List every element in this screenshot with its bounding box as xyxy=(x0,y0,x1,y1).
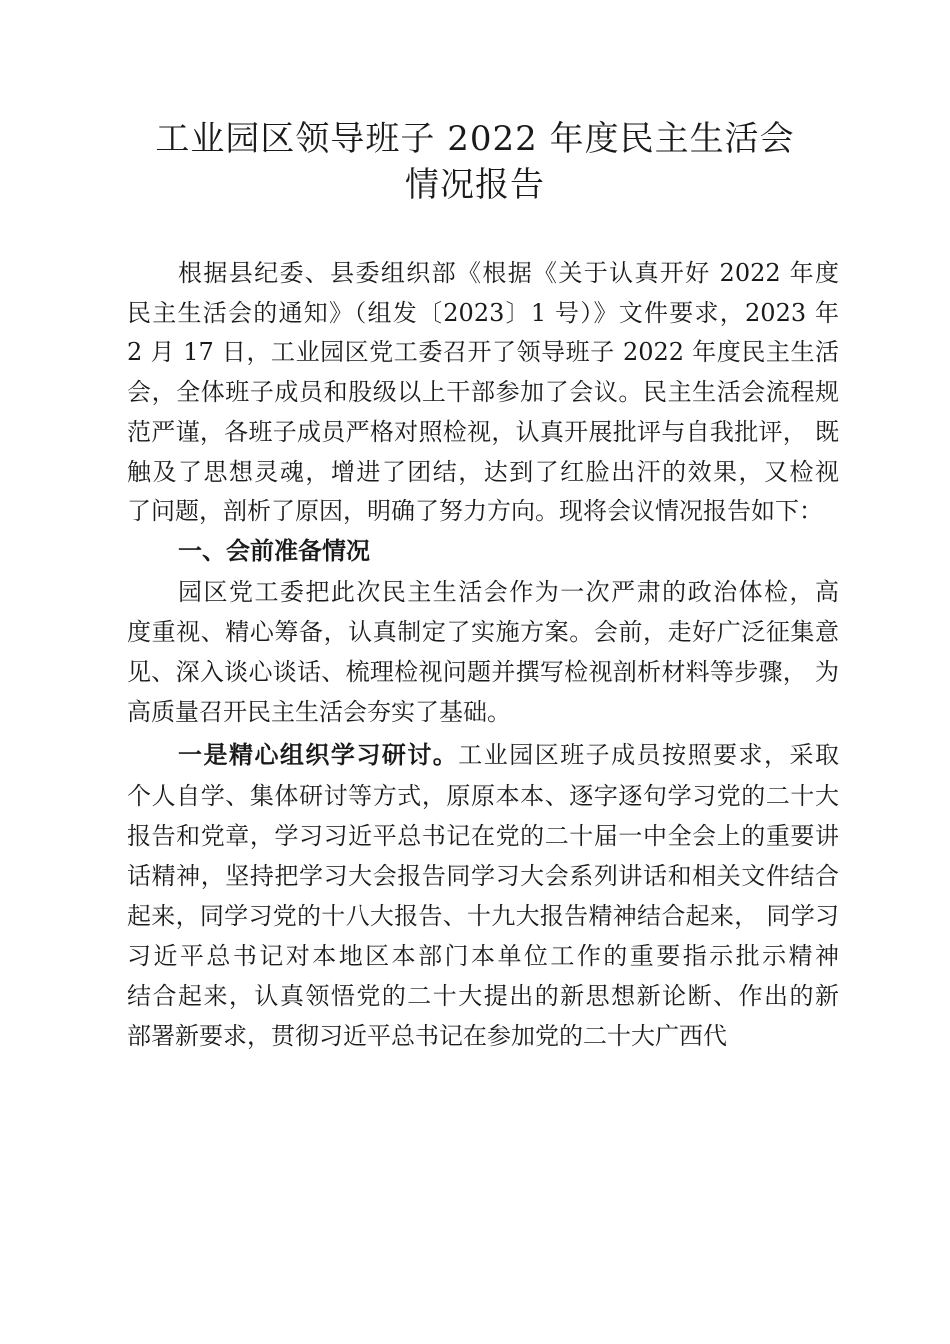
item1-line: 习近平总书记对本地区本部门本单位工作的重要指示批示精神 xyxy=(127,942,839,970)
intro-line: 民主生活会的通知》（组发〔2023〕1 号）》文件要求，2023 年 xyxy=(127,299,839,327)
item1-line: 话精神，坚持把学习大会报告同学习大会系列讲话和相关文件结合 xyxy=(127,862,839,890)
item1-first-rest: 工业园区班子成员按照要求，采取 xyxy=(458,741,839,769)
item1-line: 报告和党章，学习习近平总书记在党的二十届一中全会上的重要讲 xyxy=(127,822,839,850)
intro-line: 会，全体班子成员和股级以上干部参加了会议。民主生活会流程规 xyxy=(127,378,839,406)
item1-first-line xyxy=(178,740,839,770)
report-title-line-1: 工业园区领导班子 2022 年度民主生活会 xyxy=(155,119,795,159)
section1-line: 度重视、精心筹备，认真制定了实施方案。会前，走好广泛征集意 xyxy=(127,618,839,646)
report-title-line-2: 情况报告 xyxy=(405,165,545,205)
section1-line: 园区党工委把此次民主生活会作为一次严肃的政治体检，高 xyxy=(178,578,839,606)
item1-lead: 一是精心组织学习研讨。 xyxy=(178,741,459,769)
intro-line: 根据县纪委、县委组织部《根据《关于认真开好 2022 年度 xyxy=(178,259,839,287)
intro-line: 范严谨，各班子成员严格对照检视，认真开展批评与自我批评， 既 xyxy=(127,418,839,446)
item1-line: 结合起来，认真领悟党的二十大提出的新思想新论断、作出的新 xyxy=(127,982,839,1010)
intro-line: 了问题，剖析了原因，明确了努力方向。现将会议情况报告如下： xyxy=(127,497,823,525)
intro-line: 触及了思想灵魂，增进了团结，达到了红脸出汗的效果，又检视 xyxy=(127,458,839,486)
intro-line: 2 月 17 日，工业园区党工委召开了领导班子 2022 年度民主生活 xyxy=(127,338,839,366)
section1-line: 高质量召开民主生活会夯实了基础。 xyxy=(127,698,511,726)
item1-line: 起来，同学习党的十八大报告、十九大报告精神结合起来， 同学习 xyxy=(127,902,839,930)
section1-line: 见、深入谈心谈话、梳理检视问题并撰写检视剖析材料等步骤， 为 xyxy=(127,658,839,686)
item1-line: 部署新要求，贯彻习近平总书记在参加党的二十大广西代 xyxy=(127,1022,727,1050)
section-heading: 一、会前准备情况 xyxy=(178,537,370,565)
item1-line: 个人自学、集体研讨等方式，原原本本、逐字逐句学习党的二十大 xyxy=(127,782,839,810)
